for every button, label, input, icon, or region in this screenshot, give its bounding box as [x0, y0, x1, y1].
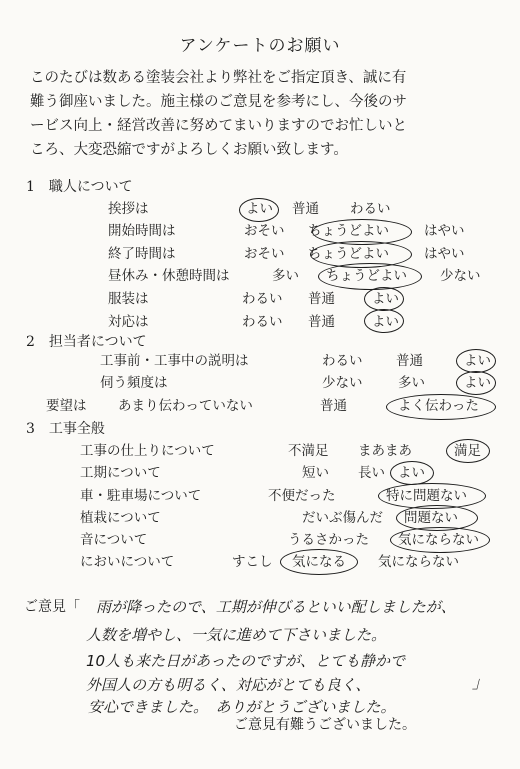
answer-option[interactable]: ちょうどよい	[326, 268, 407, 284]
question-label: 対応は	[108, 314, 149, 330]
answer-option[interactable]: よい	[398, 465, 425, 481]
answer-option[interactable]: 普通	[396, 353, 423, 369]
question-label: 工事の仕上りについて	[80, 443, 215, 459]
page-title: アンケートのお願い	[179, 36, 341, 56]
answer-option[interactable]: 長い	[358, 465, 385, 481]
section-heading: 1 職人について	[26, 179, 133, 195]
intro-line: ころ、大変恐縮ですがよろしくお願い致します。	[30, 142, 348, 158]
comment-line: 外国人の方も明るく、対応がとても良く、	[86, 676, 371, 694]
answer-option[interactable]: 不便だった	[268, 488, 336, 504]
section-heading: 2 担当者について	[26, 334, 147, 350]
answer-option[interactable]: ちょうどよい	[308, 223, 389, 239]
answer-option[interactable]: おそい	[244, 223, 285, 239]
question-label: 終了時間は	[108, 246, 176, 262]
answer-option[interactable]: 不満足	[288, 443, 329, 459]
answer-option[interactable]: わるい	[350, 201, 391, 217]
question-label: 工期について	[80, 465, 161, 481]
question-label: においについて	[80, 554, 175, 570]
question-label: 開始時間は	[108, 223, 176, 239]
answer-option[interactable]: ちょうどよい	[308, 246, 389, 262]
answer-option[interactable]: よい	[372, 291, 399, 307]
question-label: 工事前・工事中の説明は	[100, 353, 249, 369]
answer-option[interactable]: 多い	[398, 375, 425, 391]
answer-option[interactable]: よい	[464, 353, 491, 369]
answer-option[interactable]: 短い	[302, 465, 329, 481]
answer-option[interactable]: すこし	[232, 554, 273, 570]
intro-line: ービス向上・経営改善に努めてまいりますのでお忙しいと	[30, 118, 407, 134]
intro-line: このたびは数ある塗装会社より弊社をご指定頂き、誠に有	[30, 70, 407, 86]
answer-option[interactable]: よく伝わった	[398, 398, 479, 414]
answer-option[interactable]: わるい	[242, 314, 283, 330]
answer-option[interactable]: うるさかった	[288, 532, 369, 548]
answer-option[interactable]: わるい	[242, 291, 283, 307]
answer-option[interactable]: よい	[246, 201, 273, 217]
answer-option[interactable]: よい	[372, 314, 399, 330]
answer-option[interactable]: 気になる	[292, 554, 346, 570]
answer-option[interactable]: 問題ない	[404, 510, 458, 526]
answer-option[interactable]: 気にならない	[398, 532, 479, 548]
answer-option[interactable]: まあまあ	[358, 443, 412, 459]
answer-option[interactable]: 特に問題ない	[386, 488, 467, 504]
answer-option[interactable]: 少ない	[322, 375, 363, 391]
question-label: 伺う頻度は	[100, 375, 168, 391]
section-heading: 3 工事全般	[26, 421, 105, 437]
answer-option[interactable]: 少ない	[440, 268, 481, 284]
footer-thanks: ご意見有難うございました。	[234, 717, 416, 733]
question-label: 要望は	[46, 398, 87, 414]
answer-option[interactable]: 気にならない	[378, 554, 459, 570]
intro-line: 難う御座いました。施主様のご意見を参考にし、今後のサ	[30, 94, 407, 110]
question-label: 挨拶は	[108, 201, 149, 217]
answer-option[interactable]: 普通	[320, 398, 347, 414]
comment-close-bracket: 」	[472, 673, 489, 692]
answer-option[interactable]: 普通	[292, 201, 319, 217]
question-label: 服装は	[108, 291, 149, 307]
comment-line: 人数を増やし、一気に進めて下さいました。	[86, 626, 387, 644]
comment-line: 雨が降ったので、工期が伸びるといい配しましたが、	[96, 598, 456, 616]
answer-option[interactable]: だいぶ傷んだ	[302, 510, 383, 526]
answer-option[interactable]: はやい	[424, 223, 465, 239]
answer-option[interactable]: 多い	[272, 268, 299, 284]
question-label: 植栽について	[80, 510, 161, 526]
answer-option[interactable]: 普通	[308, 314, 335, 330]
question-label: 音について	[80, 532, 148, 548]
comment-label: ご意見「	[24, 599, 80, 615]
answer-option[interactable]: はやい	[424, 246, 465, 262]
answer-option[interactable]: 普通	[308, 291, 335, 307]
answer-option[interactable]: おそい	[244, 246, 285, 262]
comment-line: 10人も来た日があったのですが、とても静かで	[86, 652, 405, 670]
answer-option[interactable]: よい	[464, 375, 491, 391]
answer-option[interactable]: わるい	[322, 353, 363, 369]
question-label: 車・駐車場について	[80, 488, 202, 504]
answer-option[interactable]: あまり伝わっていない	[118, 398, 253, 414]
answer-option[interactable]: 満足	[454, 443, 481, 459]
question-label: 昼休み・休憩時間は	[108, 268, 230, 284]
comment-line: 安心できました。 ありがとうございました。	[88, 698, 396, 716]
